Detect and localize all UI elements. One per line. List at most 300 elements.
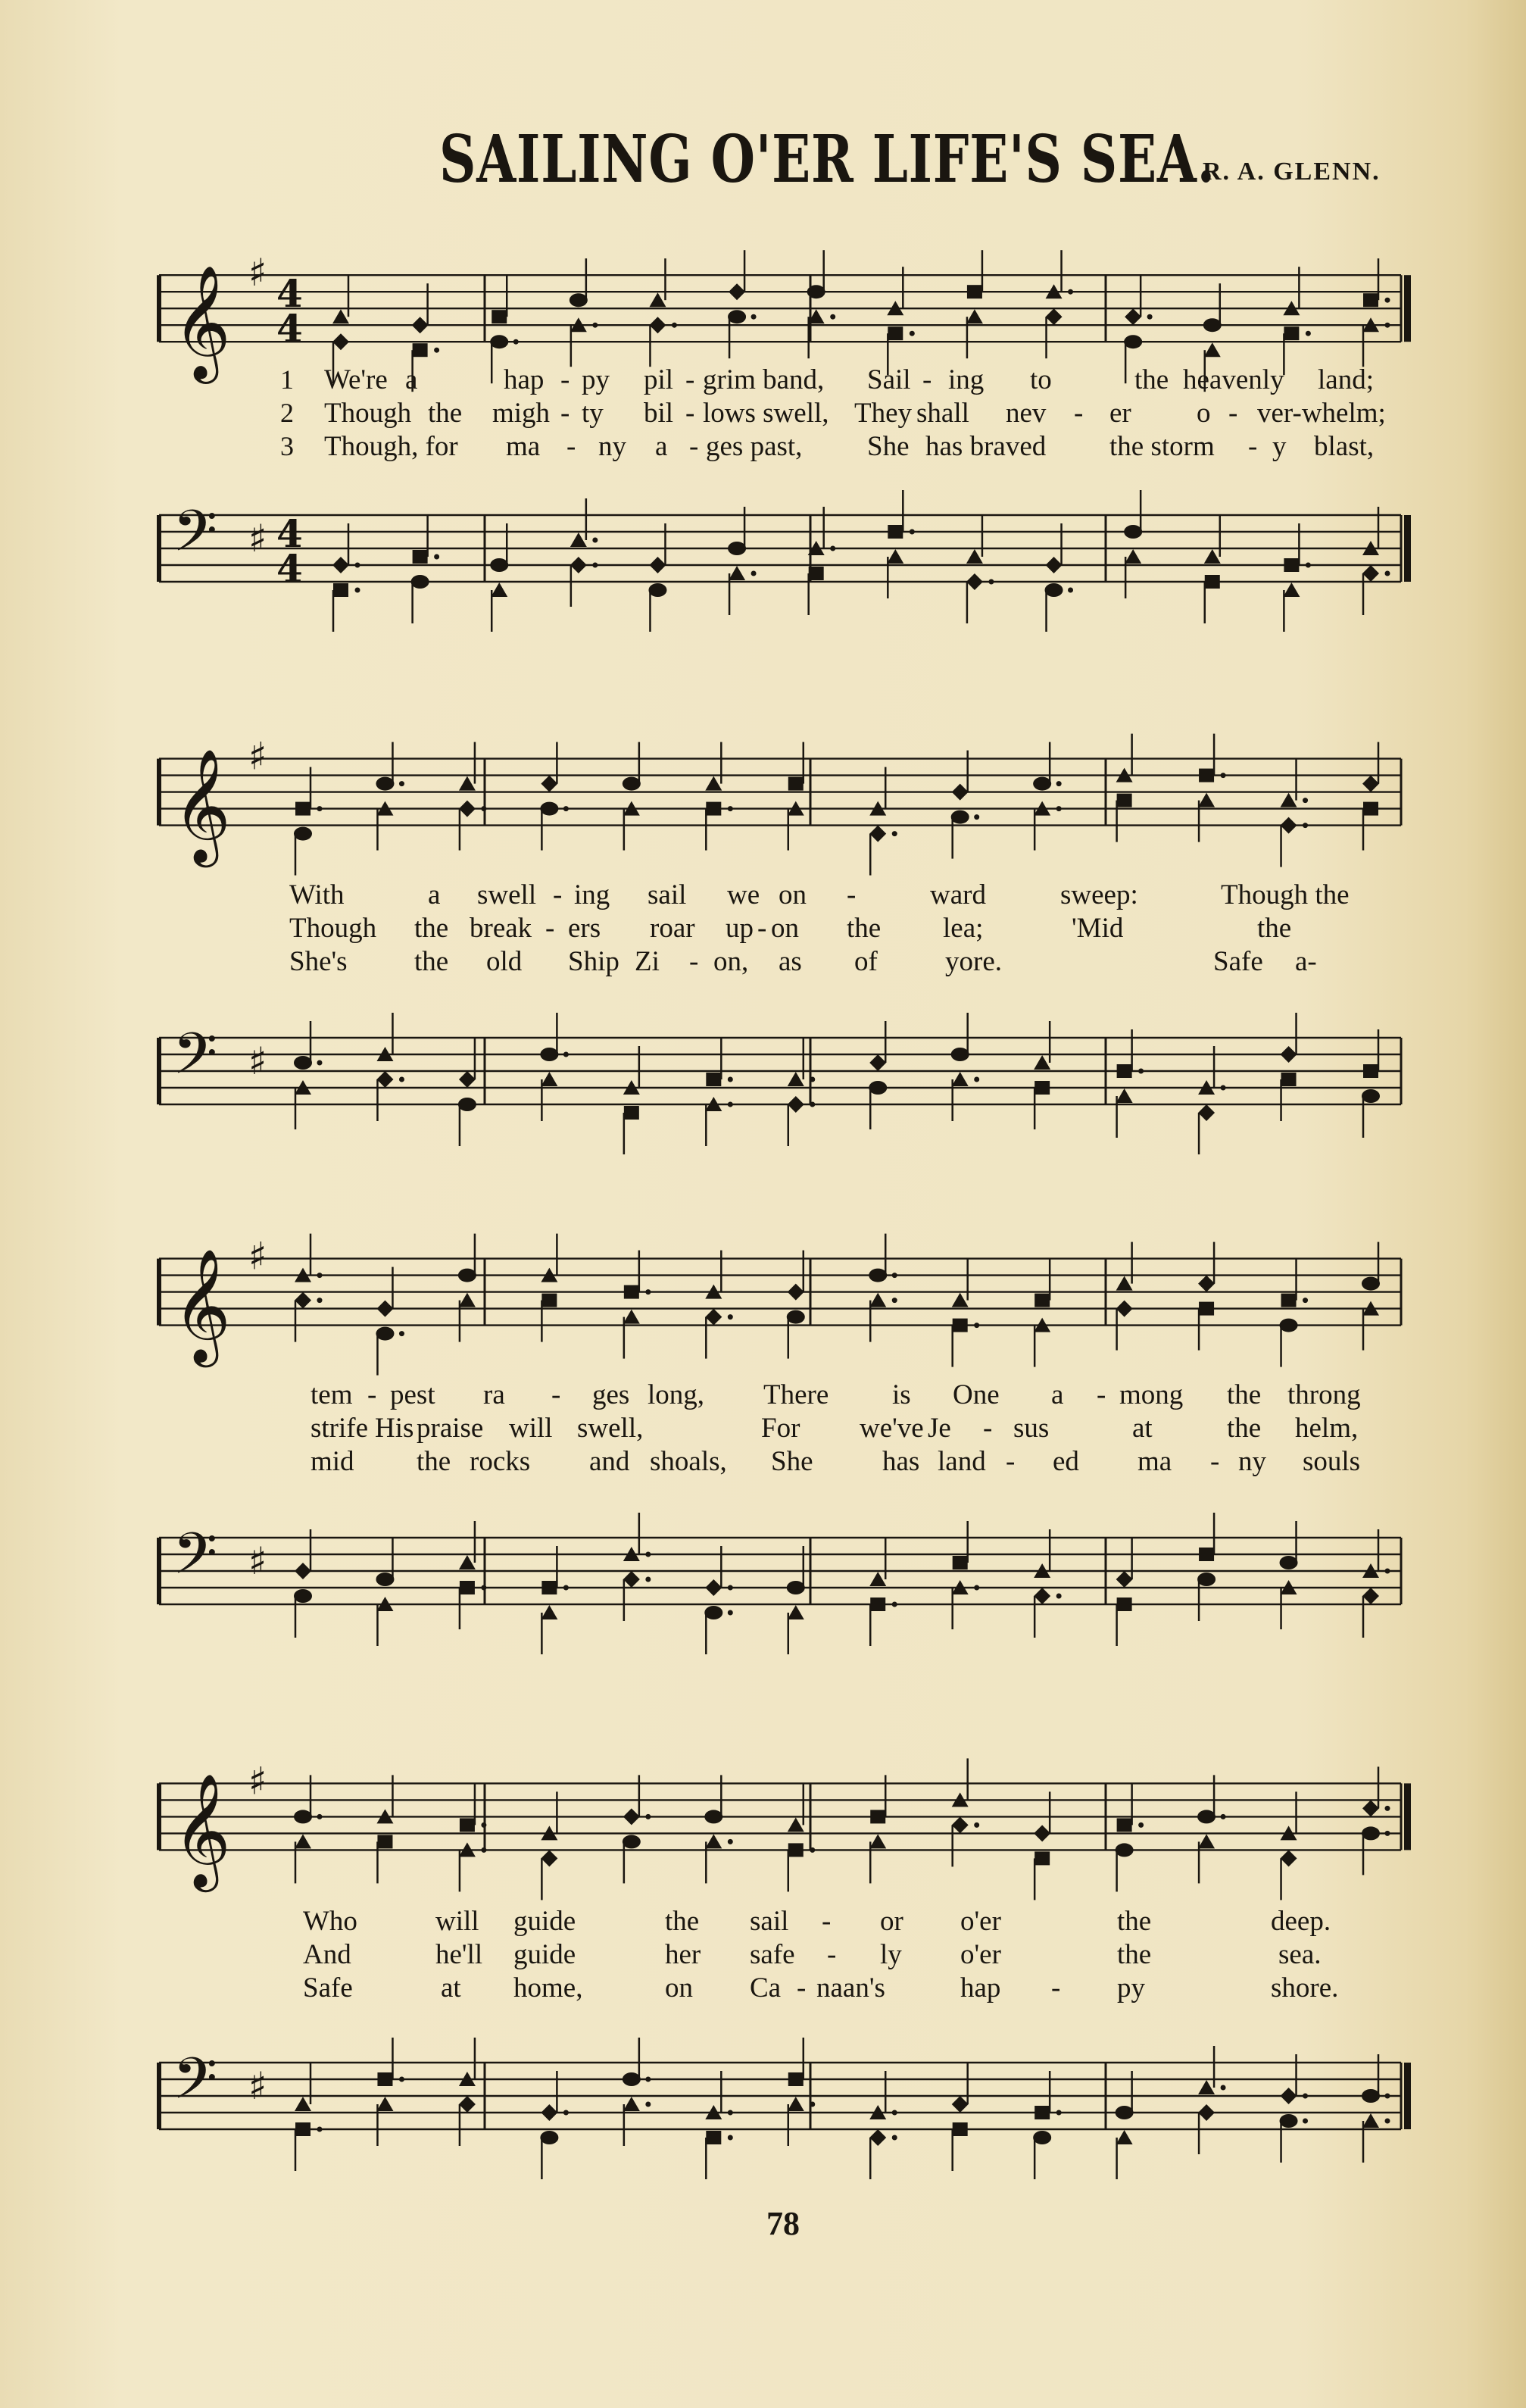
shape-note-triangle [952,1293,969,1307]
shape-note-triangle [1116,2130,1133,2144]
dot [645,1552,651,1557]
dot [751,314,757,320]
lyric-syllable: bil [644,398,674,429]
dot [810,1102,815,1107]
lyric-syllable: - [983,1413,993,1444]
shape-note-diamond [952,1816,969,1833]
lyric-syllable: break [470,913,532,944]
shape-note-round [376,777,394,791]
dot [1068,588,1073,593]
lyric-syllable: - [685,398,695,429]
shape-note-triangle [1204,342,1221,357]
sharp-key-signature-icon: ♯ [248,1759,267,1804]
shape-note-round [1197,1810,1215,1823]
lyric-syllable: hap [960,1972,1001,2004]
shape-note-triangle [887,549,903,564]
final-barline [1404,275,1411,342]
shape-note-triangle [869,1572,886,1586]
lyric-syllable: sail [750,1906,789,1937]
shape-note-square [706,802,721,816]
shape-note-diamond [952,2096,969,2113]
shape-note-diamond [1116,1301,1133,1317]
lyric-syllable: he'll [435,1939,483,1970]
lyric-syllable: - [1210,1446,1220,1477]
treble-staff [159,235,1424,379]
shape-note-diamond [412,317,429,333]
time-signature-numerator: 4 [276,271,303,317]
lyric-syllable: nev [1006,398,1047,429]
lyric-syllable: the [1257,913,1292,944]
dot [751,571,757,576]
music-system-4 [159,1712,1424,2182]
lyric-line-verse-1 [159,1905,1424,1938]
lyric-syllable: her [665,1939,701,1970]
dot [974,1077,979,1082]
dot [988,579,994,585]
sharp-key-signature-icon: ♯ [248,1234,267,1279]
shape-note-round [1362,1277,1380,1291]
lyric-syllable: Je [928,1413,951,1444]
shape-note-round [1116,1843,1134,1857]
shape-note-square [788,777,804,791]
shape-note-square [624,1285,639,1299]
lyric-syllable: helm, [1295,1413,1359,1444]
shape-note-round [1362,1089,1380,1103]
lyric-syllable: Though [324,398,412,429]
dot [355,563,360,568]
dot [728,2135,733,2141]
lyric-syllable: the [1227,1379,1262,1410]
treble-clef-icon: 𝄞 [173,1247,231,1363]
dot [1221,2085,1226,2091]
lyric-syllable: the [847,913,882,944]
shape-note-round [458,1269,476,1282]
shape-note-square [1034,1081,1050,1095]
lyric-syllable: naan's [816,1972,885,2004]
lyric-syllable: - [1006,1446,1016,1477]
lyric-syllable: pil [644,364,674,395]
lyric-syllable: the [417,1446,451,1477]
lyric-syllable: hap [504,364,545,395]
dot [481,1822,486,1828]
lyric-line-verse-2 [159,912,1424,945]
shape-note-round [1197,1573,1215,1586]
dot [728,1077,733,1082]
shape-note-triangle [788,1817,804,1832]
shape-note-round [294,827,312,841]
lyric-syllable: We're [324,364,388,395]
dot [910,331,915,336]
bass-staff [159,470,1424,621]
shape-note-triangle [788,1605,804,1619]
shape-note-square [413,550,428,564]
lyric-syllable: ly [880,1939,902,1970]
dot [974,1585,979,1591]
dot [1385,1569,1390,1574]
shape-note-diamond [1281,1046,1297,1063]
lyric-syllable: we've [860,1413,924,1444]
shape-note-diamond [1034,1825,1050,1841]
dot [728,2110,733,2116]
shape-note-diamond [649,317,666,333]
shape-note-triangle [952,1072,969,1086]
shape-note-square [1281,1073,1297,1086]
shape-note-square [870,1598,885,1611]
shape-note-triangle [541,1605,557,1619]
shape-note-round [1045,583,1063,597]
lyric-syllable: ty [582,398,604,429]
lyric-syllable: up [726,913,754,944]
shape-note-square [788,2072,804,2086]
dot [830,314,835,320]
verse-number: 2 [280,398,294,428]
lyric-syllable: - [367,1379,377,1410]
shape-note-diamond [541,776,557,792]
dot [592,563,598,568]
shape-note-triangle [705,1834,722,1848]
sharp-key-signature-icon: ♯ [248,2064,267,2108]
dot [910,529,915,535]
lyric-line-verse-3 [159,945,1424,979]
lyric-syllable: - [551,1379,561,1410]
shape-note-round [294,1056,312,1070]
shape-note-diamond [788,1284,804,1301]
lyric-syllable: ny [598,431,626,462]
final-barline [1404,2063,1411,2129]
bass-clef-icon: 𝄢 [173,1520,218,1601]
dot [1303,823,1308,828]
dot [892,2135,897,2141]
shape-note-diamond [1125,308,1141,325]
lyric-syllable: ma [1137,1446,1172,1477]
shape-note-square [1034,1294,1050,1307]
lyric-syllable: at [1132,1413,1153,1444]
shape-note-round [294,1589,312,1603]
time-signature-denominator: 4 [276,546,303,591]
shape-note-round [411,575,429,589]
shape-note-triangle [570,533,587,547]
dot [481,1585,486,1591]
shape-note-round [951,1048,969,1061]
dot [1385,2094,1390,2099]
dot [974,1323,979,1328]
lyric-syllable: mong [1119,1379,1184,1410]
treble-staff [159,1212,1424,1379]
lyric-syllable: Safe [303,1972,353,2004]
lyric-syllable: at [441,1972,461,2004]
music-system-2 [159,689,1424,1144]
shape-note-square [377,1835,392,1848]
shape-note-round [1124,335,1142,348]
shape-note-diamond [295,1292,311,1309]
lyric-syllable: ward [930,879,986,910]
shape-note-triangle [729,566,745,580]
lyric-syllable: a [428,879,441,910]
treble-staff [159,712,1424,879]
dot [728,1610,733,1616]
shape-note-triangle [1034,1055,1050,1070]
dot [355,588,360,593]
shape-note-diamond [952,784,969,801]
shape-note-square [1117,1598,1132,1611]
lyric-syllable: y [1272,431,1287,462]
shape-note-round [704,1810,722,1823]
shape-note-square [624,1106,639,1120]
lyric-syllable: - [1248,431,1258,462]
dot [892,1602,897,1607]
shape-note-round [1116,2106,1134,2119]
dot [830,546,835,551]
dot [399,1331,404,1336]
lyric-syllable: of [854,946,878,977]
lyric-syllable: swell [477,879,537,910]
verse-number: 1 [280,364,294,395]
dot [1306,331,1311,336]
lyric-syllable: - [922,364,932,395]
lyric-syllable: - [797,1972,807,2004]
lyric-syllable: the [1134,364,1169,395]
dot [1303,1298,1308,1303]
shape-note-diamond [1362,1800,1379,1816]
lyric-syllable: ges [592,1379,630,1410]
lyric-syllable: Though [289,913,377,944]
shape-note-diamond [376,1071,393,1088]
shape-note-round [490,558,508,572]
dot [728,806,733,811]
shape-note-square [1363,1064,1378,1078]
lyric-syllable: Ship [568,946,619,977]
lyric-syllable: - [1097,1379,1106,1410]
shape-note-diamond [1362,1588,1379,1604]
lyric-syllable: They [854,398,913,429]
time-signature-numerator: 4 [276,511,303,556]
lyric-syllable: She [867,431,910,462]
lyric-syllable: ges past, [706,431,803,462]
shape-note-round [951,810,969,824]
shape-note-diamond [1046,557,1063,573]
shape-note-round [704,1606,722,1619]
dot [728,1839,733,1844]
shape-note-diamond [869,2129,886,2146]
dot [974,1822,979,1828]
dot [1385,1831,1390,1836]
final-barline [1404,515,1411,582]
lyric-syllable: Though, for [324,431,458,462]
bass-clef-icon: 𝄢 [173,2045,218,2126]
lyric-syllable: heavenly [1183,364,1284,395]
lyric-syllable: has [882,1446,920,1477]
lyric-syllable: With [289,879,345,910]
shape-note-square [1199,1548,1214,1561]
lyric-syllable: sea. [1278,1939,1322,1970]
shape-note-square [295,802,311,816]
lyric-line-verse-2 [159,1412,1424,1445]
lyric-syllable: a- [1295,946,1317,977]
dot [810,1847,815,1853]
lyric-syllable: guide [513,1939,576,1970]
shape-note-square [967,285,982,298]
lyric-syllable: a [1051,1379,1064,1410]
lyric-syllable: land; [1318,364,1374,395]
lyric-syllable: will [435,1906,479,1937]
dot [645,2077,651,2082]
lyric-syllable: roar [650,913,695,944]
shape-note-round [458,1098,476,1111]
lyric-syllable: on, [713,946,749,977]
lyric-syllable: strife [311,1413,369,1444]
lyric-line-verse-3 [159,1972,1424,2005]
shape-note-diamond [1362,776,1379,792]
shape-note-round [294,1810,312,1823]
lyric-syllable: mid [311,1446,354,1477]
shape-note-triangle [1116,1276,1133,1291]
lyric-syllable: - [560,364,570,395]
lyric-syllable: For [761,1413,800,1444]
lyric-syllable: on [779,879,807,910]
shape-note-square [1205,575,1220,589]
shape-note-round [648,583,666,597]
dot [1221,773,1226,778]
lyric-syllable: the [428,398,463,429]
final-barline [1404,1783,1411,1850]
dot [1303,798,1308,803]
treble-staff [159,1735,1424,1909]
lyric-syllable: - [847,879,857,910]
shape-note-square [953,2122,968,2136]
shape-note-triangle [623,1310,640,1324]
shape-note-diamond [649,557,666,573]
shape-note-square [788,1843,804,1857]
shape-note-diamond [332,333,349,350]
shape-note-diamond [459,1071,476,1088]
lyric-syllable: migh [492,398,551,429]
dot [672,323,677,328]
lyric-syllable: - [560,398,570,429]
dot [481,1847,486,1853]
shape-note-triangle [295,2097,311,2111]
lyric-syllable: py [582,364,610,395]
shape-note-triangle [332,309,349,323]
shape-note-round [540,1048,558,1061]
lyric-syllable: grim band, [703,364,825,395]
lyric-syllable: - [566,431,576,462]
shape-note-round [787,1581,805,1594]
shape-note-square [541,1294,557,1307]
shape-note-round [1280,1556,1298,1569]
shape-note-diamond [541,1850,557,1866]
shape-note-square [1034,1851,1050,1865]
dot [592,323,598,328]
lyric-syllable: 'Mid [1072,913,1124,944]
dot [1138,1822,1144,1828]
lyric-syllable: ny [1238,1446,1266,1477]
shape-note-round [869,1081,887,1095]
lyric-line-verse-1 [159,879,1424,912]
shape-note-triangle [1362,2113,1379,2128]
dot [1385,1806,1390,1811]
dot [317,1814,323,1819]
lyric-syllable: the [414,946,449,977]
shape-note-diamond [541,2104,557,2121]
shape-note-triangle [459,776,476,791]
dot [1221,1814,1226,1819]
shape-note-round [540,802,558,816]
lyric-syllable: yore. [945,946,1002,977]
dot [1068,289,1073,295]
lyric-syllable: - [1228,398,1238,429]
shape-note-diamond [459,801,476,817]
lyric-syllable: land [938,1446,986,1477]
lyric-syllable: - [689,946,699,977]
shape-note-square [541,1581,557,1594]
lyric-line-verse-1 [159,1379,1424,1412]
treble-clef-icon: 𝄞 [173,747,231,863]
shape-note-diamond [570,557,587,573]
shape-note-diamond [705,1309,722,1326]
lyric-line-verse-3 [159,1445,1424,1479]
dot [399,2077,404,2082]
shape-note-triangle [1204,549,1221,564]
lyric-syllable: the [1117,1906,1152,1937]
bass-clef-icon: 𝄢 [173,1020,218,1101]
composer-credit: R. A. GLENN. [1203,158,1381,186]
shape-note-triangle [541,1072,557,1086]
shape-note-triangle [1281,793,1297,807]
lyric-syllable: Safe [1213,946,1263,977]
lyric-syllable: as [779,946,802,977]
shape-note-square [377,2072,392,2086]
lyric-syllable: Who [303,1906,357,1937]
shape-note-triangle [649,292,666,307]
shape-note-square [295,2122,311,2136]
dot [645,1289,651,1295]
lyric-syllable: - [757,913,767,944]
shape-note-triangle [966,549,983,564]
shape-note-round [1033,2131,1051,2144]
shape-note-diamond [295,1563,311,1579]
lyric-syllable: the [414,913,449,944]
shape-note-triangle [295,1834,311,1848]
lyric-syllable: Zi [635,946,660,977]
sharp-key-signature-icon: ♯ [248,734,267,779]
shape-note-triangle [1198,793,1215,807]
shape-note-diamond [459,2096,476,2113]
lyric-syllable: One [953,1379,1000,1410]
dot [1303,2119,1308,2124]
dot [317,2127,323,2132]
shape-note-square [888,525,903,539]
lyric-syllable: to [1030,364,1052,395]
lyric-syllable: souls [1303,1446,1361,1477]
dot [1221,1085,1226,1091]
shape-note-diamond [623,1571,640,1588]
lyric-syllable: And [303,1939,351,1970]
lyric-syllable: a [655,431,668,462]
lyric-syllable: o [1197,398,1211,429]
dot [1385,2119,1390,2124]
treble-clef-icon: 𝄞 [173,264,231,379]
lyric-syllable: shoals, [650,1446,727,1477]
shape-note-square [706,1073,721,1086]
shape-note-diamond [1198,1104,1215,1121]
lyric-syllable: There [763,1379,829,1410]
shape-note-diamond [869,826,886,842]
shape-note-square [888,326,903,340]
shape-note-round [787,1310,805,1324]
lyric-syllable: tem [311,1379,353,1410]
shape-note-diamond [869,1054,886,1071]
shape-note-square [1117,1818,1132,1832]
